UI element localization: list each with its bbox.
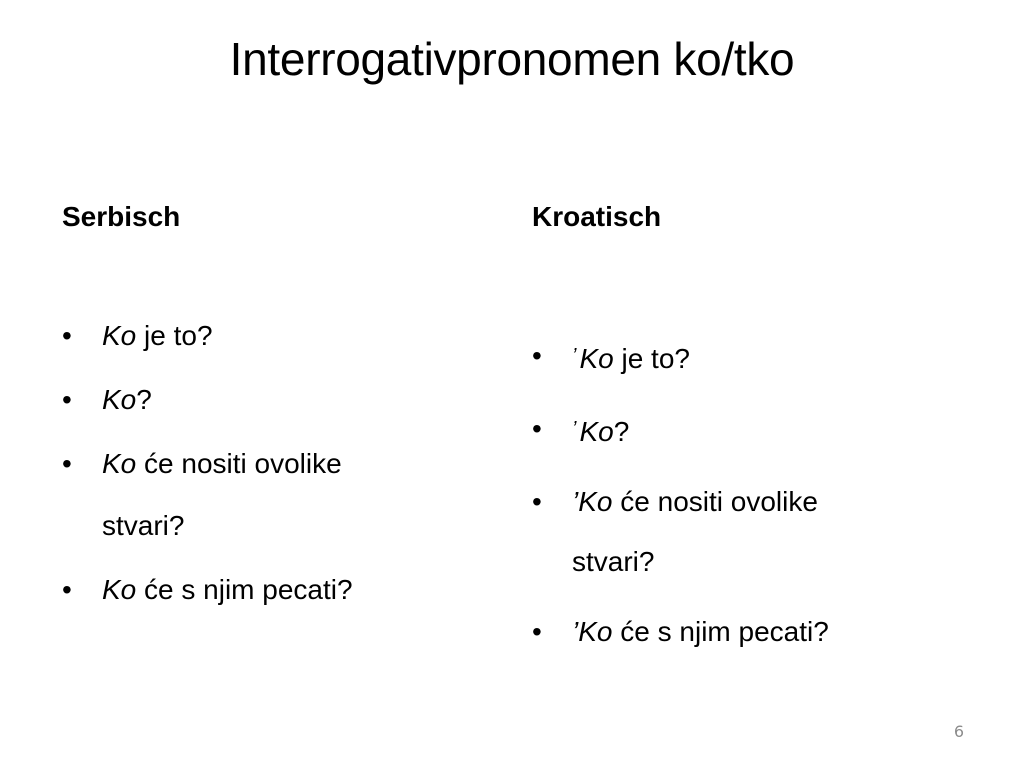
column-heading-serbian: Serbisch [62,201,181,232]
bullet-text: je to? [613,343,690,374]
column-croatian [470,0,930,768]
bullet-keyword: Ko [102,448,137,479]
bullet-icon: • [62,448,72,479]
bullet-list-serbian [62,316,353,634]
list-item [532,336,829,379]
slide-title: Interrogativpronomen ko/tko [229,33,795,85]
list-item [532,612,829,652]
list-item [62,380,353,420]
bullet-keyword: Ko [578,486,613,517]
bullet-list-croatian [532,336,829,682]
list-item [62,444,353,546]
bullet-text: će s njim pecati? [612,616,829,647]
list-item [532,409,829,452]
bullet-icon: • [532,340,542,371]
bullet-keyword: Ko [102,384,137,415]
bullet-text: će nositi ovolike [136,448,342,479]
bullet-continuation: stvari? [102,510,185,541]
list-item [62,570,353,610]
column-serbian [0,0,460,768]
bullet-text: će s njim pecati? [136,574,353,605]
accent-mark: ’ [572,345,577,367]
bullet-keyword: Ko [102,320,137,351]
bullet-keyword: Ko [578,616,613,647]
bullet-icon: • [532,413,542,444]
bullet-keyword: Ko [579,343,614,374]
bullet-icon: • [62,384,72,415]
bullet-continuation: stvari? [572,546,655,577]
page-number: 6 [953,722,964,741]
bullet-keyword: Ko [102,574,137,605]
accent-mark: ’ [572,418,577,440]
bullet-icon: • [62,574,72,605]
bullet-icon: • [532,616,542,647]
bullet-text: ? [136,384,152,415]
accent-mark: ’ [572,486,579,517]
bullet-icon: • [532,486,542,517]
bullet-keyword: Ko [579,416,614,447]
bullet-icon: • [62,320,72,351]
list-item [62,316,353,356]
column-heading-croatian: Kroatisch [532,201,662,232]
bullet-text: će nositi ovolike [612,486,818,517]
bullet-text: je to? [136,320,213,351]
list-item [532,482,829,582]
bullet-text: ? [613,416,630,447]
accent-mark: ’ [572,616,579,647]
